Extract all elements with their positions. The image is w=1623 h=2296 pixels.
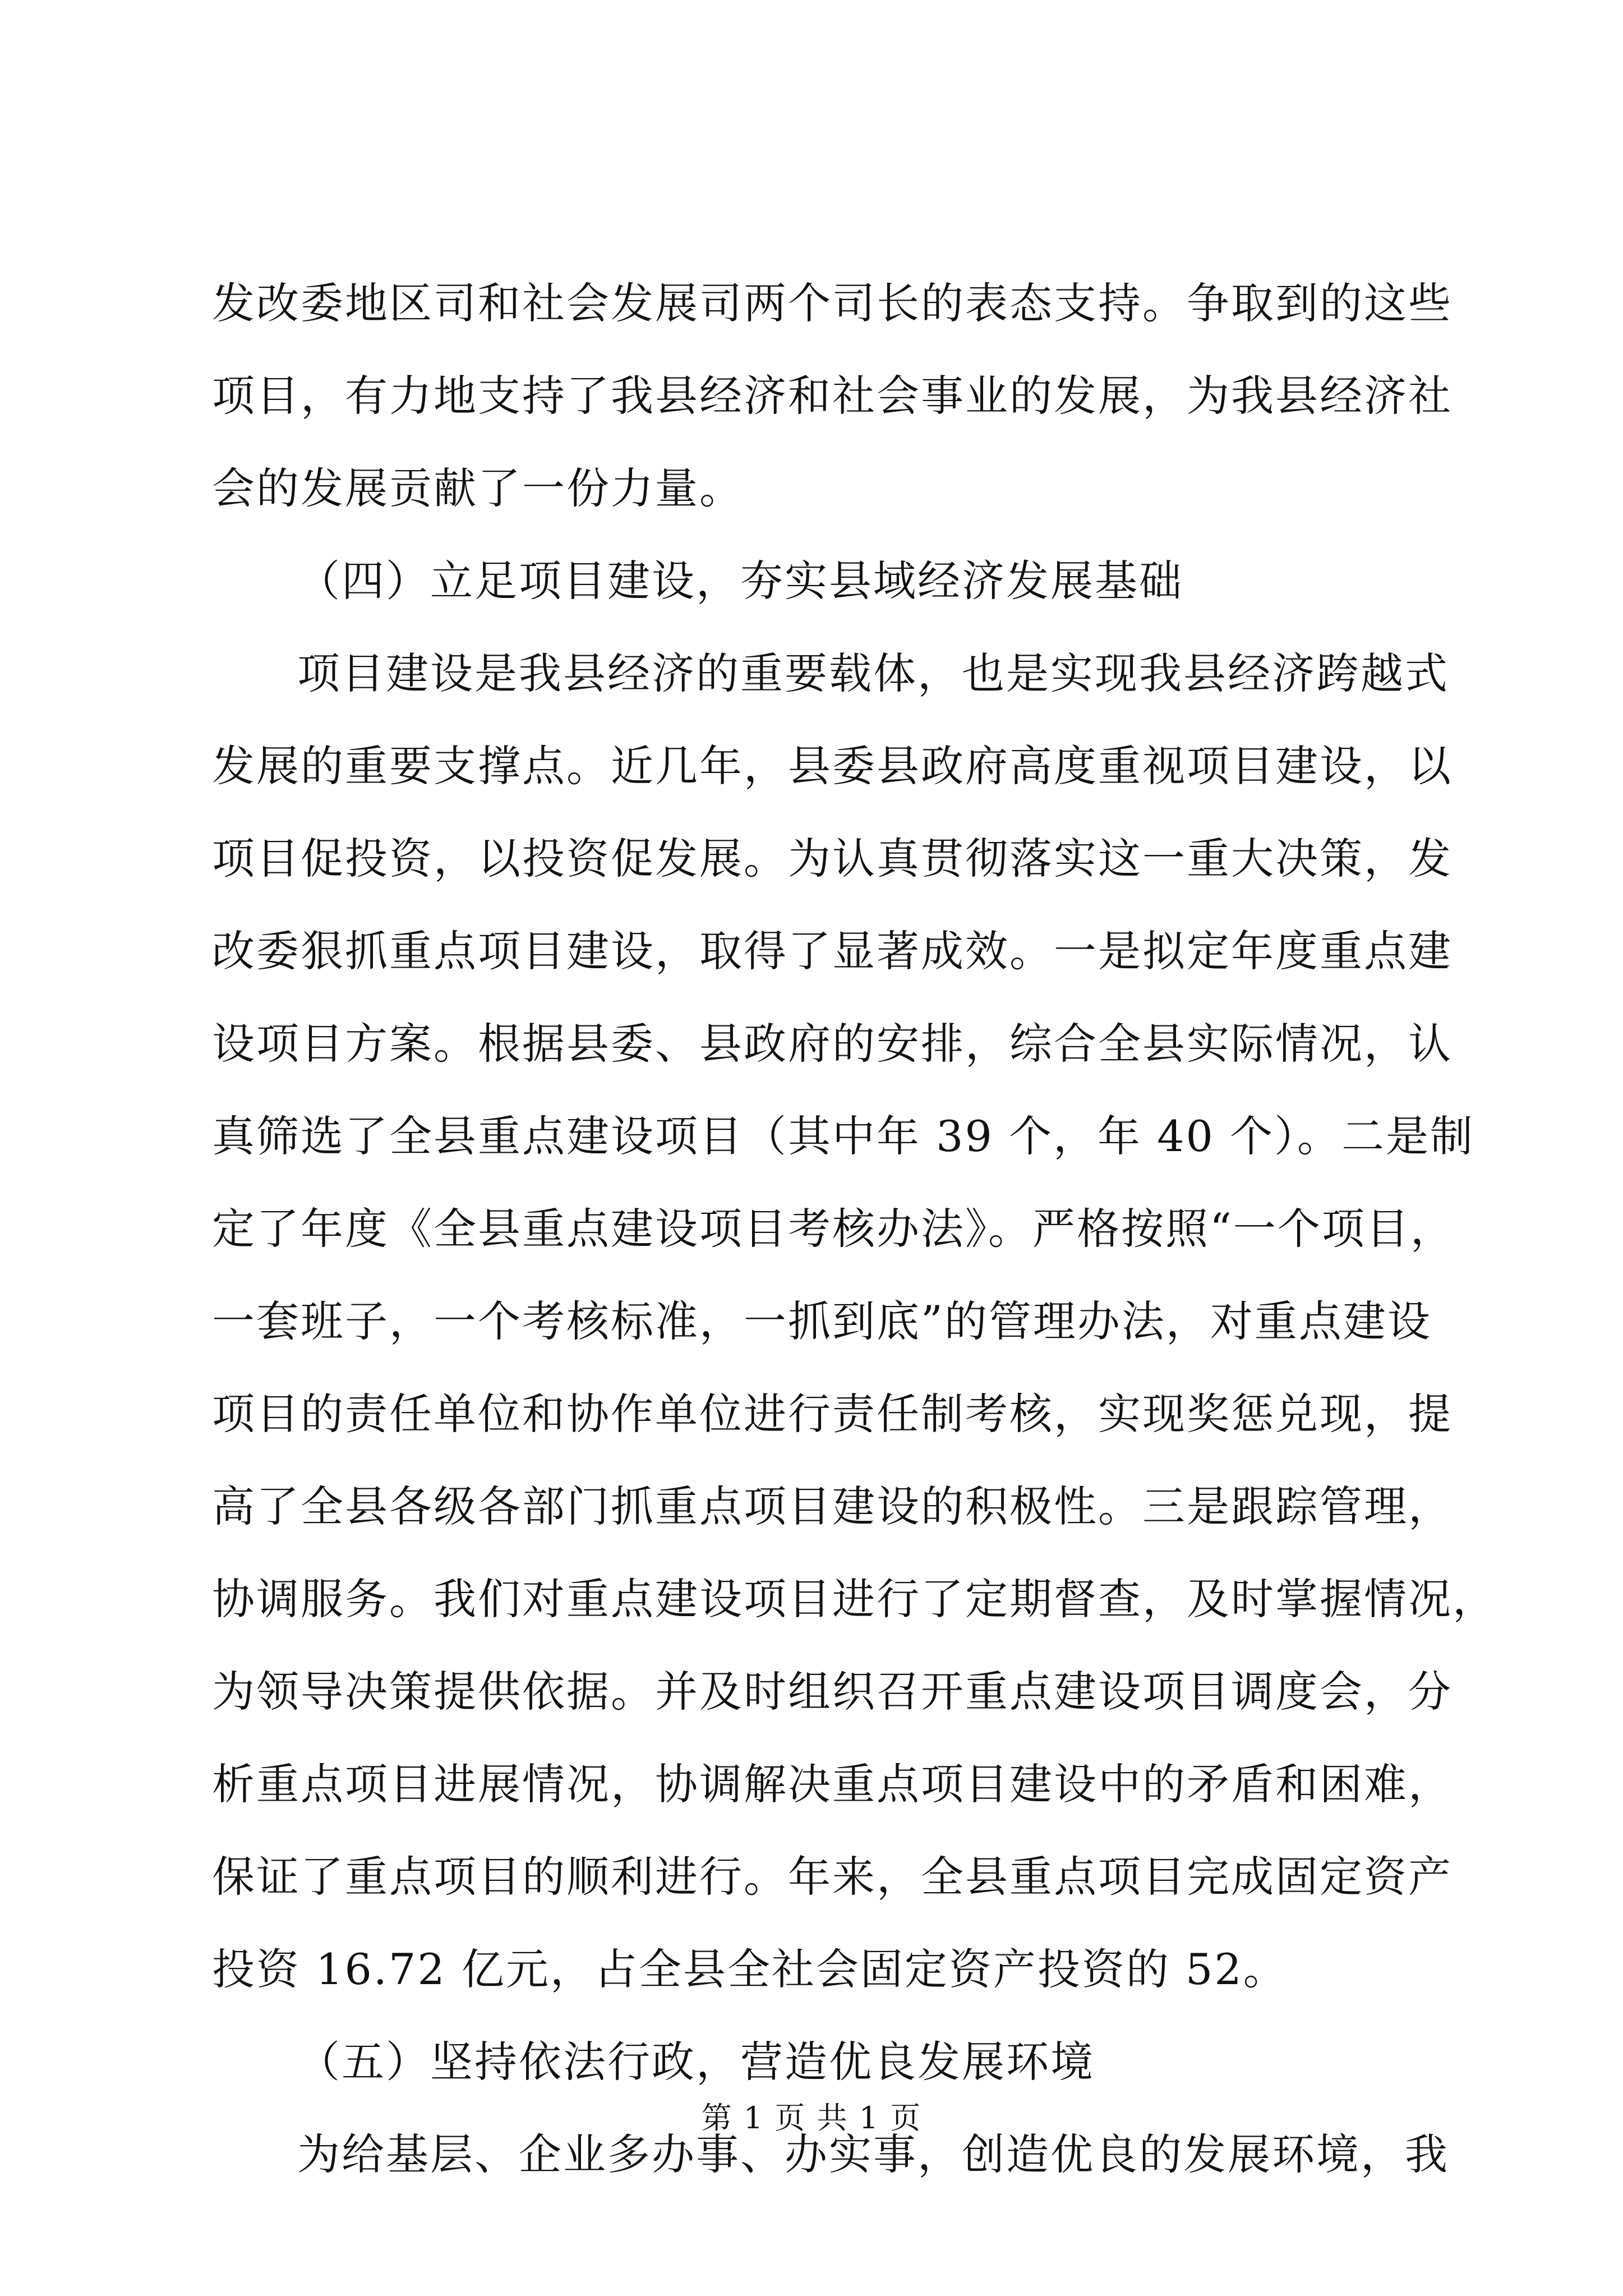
document-body: [212, 257, 1497, 2201]
text-line: 为领导决策提供依据。并及时组织召开重点建设项目调度会，分: [212, 1667, 1453, 1717]
text-line: 会的发展贡献了一份力量。: [212, 463, 744, 513]
text-line: 项目的责任单位和协作单位进行责任制考核，实现奖惩兑现，提: [212, 1389, 1453, 1439]
text-line: 高了全县各级各部门抓重点项目建设的积极性。三是跟踪管理，: [212, 1481, 1453, 1531]
text-line: 析重点项目进展情况，协调解决重点项目建设中的矛盾和困难，: [212, 1759, 1453, 1809]
paragraph-first-line: 项目建设是我县经济的重要载体，也是实现我县经济跨越式: [297, 648, 1449, 698]
text-line: 保证了重点项目的顺利进行。年来，全县重点项目完成固定资产: [212, 1852, 1453, 1902]
text-line: 项目促投资，以投资促发展。为认真贯彻落实这一重大决策，发: [212, 834, 1453, 884]
paragraph-first-line: 为给基层、企业多办事、办实事，创造优良的发展环境，我: [297, 2129, 1449, 2179]
text-line: 投资 16.72 亿元，占全县全社会固定资产投资的 52。: [212, 1944, 1288, 1994]
text-line: 改委狠抓重点项目建设，取得了显著成效。一是拟定年度重点建: [212, 926, 1453, 976]
text-line: 发展的重要支撑点。近几年，县委县政府高度重视项目建设，以: [212, 741, 1453, 791]
text-line: 项目，有力地支持了我县经济和社会事业的发展，为我县经济社: [212, 371, 1453, 421]
page-footer: 第 1 页 共 1 页: [701, 2100, 922, 2136]
text-line: 真筛选了全县重点建设项目（其中年 39 个，年 40 个）。二是制: [212, 1111, 1475, 1161]
text-line: 协调服务。我们对重点建设项目进行了定期督查，及时掌握情况，: [212, 1574, 1497, 1624]
section-heading: （五）坚持依法行政，营造优良发展环境: [297, 2037, 1095, 2087]
text-line: 设项目方案。根据县委、县政府的安排，综合全县实际情况，认: [212, 1019, 1453, 1069]
section-heading: （四）立足项目建设，夯实县域经济发展基础: [297, 556, 1183, 606]
text-line: 一套班子，一个考核标准，一抓到底”的管理办法，对重点建设: [212, 1296, 1432, 1346]
text-line: 定了年度《全县重点建设项目考核办法》。严格按照“一个项目，: [212, 1204, 1455, 1254]
text-line: 发改委地区司和社会发展司两个司长的表态支持。争取到的这些: [212, 278, 1453, 328]
